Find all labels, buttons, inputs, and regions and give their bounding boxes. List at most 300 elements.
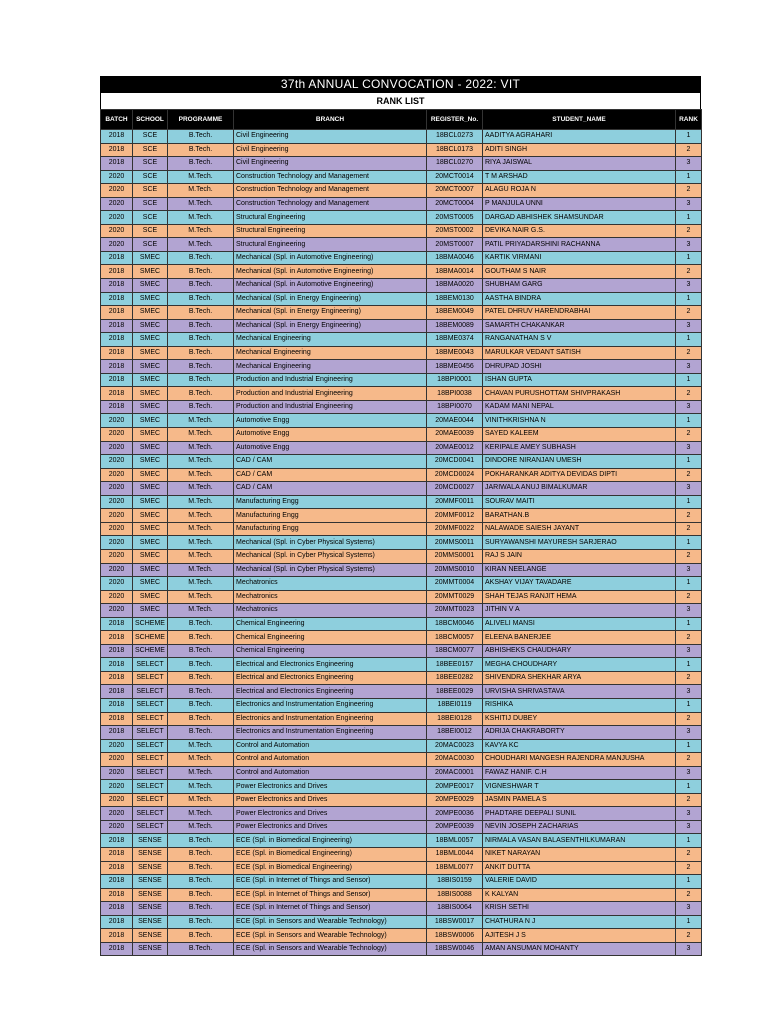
cell-programme: M.Tech. [168,820,234,834]
table-row [101,455,702,469]
cell-batch: 2018 [101,319,133,333]
table-row [101,888,702,902]
cell-branch: Chemical Engineering [234,631,427,645]
cell-student-name: VALERIE DAVID [483,875,676,889]
cell-programme: B.Tech. [168,157,234,171]
cell-register-no: 20MST0002 [427,224,483,238]
cell-rank: 2 [676,143,702,157]
cell-programme: B.Tech. [168,685,234,699]
table-row [101,184,702,198]
cell-programme: B.Tech. [168,712,234,726]
cell-programme: M.Tech. [168,211,234,225]
cell-school: SCE [133,211,168,225]
cell-programme: B.Tech. [168,306,234,320]
cell-rank: 3 [676,766,702,780]
cell-school: SENSE [133,861,168,875]
cell-branch: Structural Engineering [234,238,427,252]
cell-programme: B.Tech. [168,875,234,889]
table-row [101,360,702,374]
cell-rank: 2 [676,387,702,401]
cell-register-no: 18BCM0046 [427,617,483,631]
cell-student-name: JARIWALA ANUJ BIMALKUMAR [483,482,676,496]
cell-programme: B.Tech. [168,888,234,902]
cell-student-name: K KALYAN [483,888,676,902]
cell-branch: Construction Technology and Management [234,197,427,211]
cell-school: SMEC [133,373,168,387]
table-row [101,658,702,672]
cell-branch: ECE (Spl. in Internet of Things and Sensor) [234,875,427,889]
cell-programme: M.Tech. [168,536,234,550]
cell-school: SMEC [133,387,168,401]
cell-rank: 2 [676,861,702,875]
cell-school: SENSE [133,875,168,889]
cell-branch: Mechanical (Spl. in Energy Engineering) [234,292,427,306]
cell-branch: Electrical and Electronics Engineering [234,658,427,672]
cell-programme: M.Tech. [168,766,234,780]
cell-register-no: 18BME0043 [427,346,483,360]
cell-school: SMEC [133,563,168,577]
cell-batch: 2020 [101,482,133,496]
cell-school: SCE [133,157,168,171]
cell-school: SELECT [133,739,168,753]
cell-school: SCHEME [133,631,168,645]
cell-rank: 3 [676,902,702,916]
cell-school: SCE [133,224,168,238]
cell-rank: 1 [676,455,702,469]
cell-batch: 2020 [101,441,133,455]
cell-batch: 2018 [101,400,133,414]
cell-rank: 1 [676,333,702,347]
cell-programme: B.Tech. [168,319,234,333]
cell-rank: 3 [676,319,702,333]
table-row [101,400,702,414]
cell-batch: 2020 [101,428,133,442]
cell-rank: 1 [676,292,702,306]
cell-batch: 2020 [101,563,133,577]
cell-register-no: 20MST0005 [427,211,483,225]
table-row [101,712,702,726]
cell-batch: 2018 [101,251,133,265]
cell-register-no: 18BPI0038 [427,387,483,401]
table-row [101,929,702,943]
table-row [101,251,702,265]
cell-student-name: SURYAWANSHI MAYURESH SARJERAO [483,536,676,550]
sheet-subtitle: RANK LIST [100,93,701,109]
cell-register-no: 18BME0374 [427,333,483,347]
table-row [101,549,702,563]
cell-school: SCE [133,170,168,184]
cell-student-name: DARGAD ABHISHEK SHAMSUNDAR [483,211,676,225]
cell-branch: Mechanical (Spl. in Cyber Physical Systems) [234,563,427,577]
cell-register-no: 18BEE0282 [427,671,483,685]
cell-student-name: AMAN ANSUMAN MOHANTY [483,942,676,956]
table-row [101,157,702,171]
cell-register-no: 20MPE0029 [427,793,483,807]
cell-batch: 2018 [101,726,133,740]
cell-register-no: 18BEI0119 [427,698,483,712]
cell-register-no: 18BEI0012 [427,726,483,740]
cell-rank: 2 [676,712,702,726]
cell-register-no: 20MAC0023 [427,739,483,753]
cell-programme: B.Tech. [168,400,234,414]
cell-branch: Construction Technology and Management [234,184,427,198]
table-row [101,766,702,780]
table-row [101,211,702,225]
cell-rank: 1 [676,251,702,265]
cell-school: SCE [133,197,168,211]
cell-programme: M.Tech. [168,495,234,509]
cell-school: SELECT [133,793,168,807]
cell-student-name: NALAWADE SAIESH JAYANT [483,522,676,536]
table-header-row [101,110,702,130]
cell-branch: Mechatronics [234,577,427,591]
cell-register-no: 20MCT0007 [427,184,483,198]
cell-student-name: CHAVAN PURUSHOTTAM SHIVPRAKASH [483,387,676,401]
table-row [101,238,702,252]
cell-programme: M.Tech. [168,753,234,767]
table-row [101,522,702,536]
table-row [101,197,702,211]
cell-school: SMEC [133,292,168,306]
cell-branch: Mechanical Engineering [234,346,427,360]
cell-branch: Chemical Engineering [234,617,427,631]
cell-register-no: 20MAC0001 [427,766,483,780]
cell-rank: 3 [676,441,702,455]
cell-school: SMEC [133,279,168,293]
cell-school: SENSE [133,929,168,943]
cell-batch: 2018 [101,279,133,293]
rank-table [100,109,702,956]
cell-school: SCE [133,143,168,157]
cell-register-no: 20MMT0029 [427,590,483,604]
cell-batch: 2020 [101,522,133,536]
cell-rank: 3 [676,360,702,374]
table-row [101,468,702,482]
cell-programme: B.Tech. [168,143,234,157]
table-row [101,726,702,740]
cell-rank: 2 [676,184,702,198]
cell-rank: 1 [676,211,702,225]
table-row [101,685,702,699]
cell-school: SELECT [133,780,168,794]
cell-rank: 1 [676,875,702,889]
cell-programme: B.Tech. [168,251,234,265]
cell-student-name: KIRAN NEELANGE [483,563,676,577]
cell-student-name: SAMARTH CHAKANKAR [483,319,676,333]
cell-register-no: 18BSW0006 [427,929,483,943]
cell-branch: Production and Industrial Engineering [234,400,427,414]
cell-programme: B.Tech. [168,902,234,916]
cell-student-name: T M ARSHAD [483,170,676,184]
table-row [101,793,702,807]
cell-programme: B.Tech. [168,333,234,347]
cell-programme: B.Tech. [168,658,234,672]
cell-school: SELECT [133,685,168,699]
cell-branch: ECE (Spl. in Biomedical Engineering) [234,847,427,861]
cell-rank: 3 [676,197,702,211]
cell-branch: ECE (Spl. in Internet of Things and Sensor) [234,888,427,902]
cell-school: SELECT [133,766,168,780]
cell-school: SMEC [133,346,168,360]
cell-rank: 2 [676,468,702,482]
table-body [101,130,702,956]
cell-branch: Power Electronics and Drives [234,820,427,834]
cell-batch: 2018 [101,712,133,726]
cell-rank: 3 [676,400,702,414]
table-row [101,130,702,144]
cell-branch: ECE (Spl. in Sensors and Wearable Technology) [234,942,427,956]
table-row [101,333,702,347]
cell-register-no: 18BML0044 [427,847,483,861]
cell-batch: 2018 [101,143,133,157]
cell-student-name: SHAH TEJAS RANJIT HEMA [483,590,676,604]
cell-register-no: 18BMA0046 [427,251,483,265]
cell-batch: 2018 [101,644,133,658]
cell-rank: 1 [676,495,702,509]
cell-batch: 2020 [101,184,133,198]
cell-batch: 2018 [101,929,133,943]
cell-batch: 2020 [101,739,133,753]
cell-rank: 1 [676,130,702,144]
cell-register-no: 20MMF0022 [427,522,483,536]
column-header-programme: PROGRAMME [168,110,234,130]
cell-batch: 2020 [101,577,133,591]
cell-programme: M.Tech. [168,807,234,821]
cell-batch: 2020 [101,495,133,509]
cell-student-name: POKHARANKAR ADITYA DEVIDAS DIPTI [483,468,676,482]
cell-student-name: DINDORE NIRANJAN UMESH [483,455,676,469]
cell-register-no: 18BMA0020 [427,279,483,293]
cell-school: SMEC [133,509,168,523]
table-row [101,170,702,184]
cell-batch: 2018 [101,861,133,875]
cell-branch: Mechatronics [234,590,427,604]
cell-programme: B.Tech. [168,834,234,848]
cell-rank: 2 [676,522,702,536]
cell-batch: 2020 [101,590,133,604]
cell-branch: Mechanical Engineering [234,360,427,374]
cell-batch: 2018 [101,685,133,699]
cell-student-name: PHADTARE DEEPALI SUNIL [483,807,676,821]
cell-register-no: 18BIS0088 [427,888,483,902]
cell-register-no: 18BCL0273 [427,130,483,144]
cell-programme: B.Tech. [168,915,234,929]
cell-batch: 2020 [101,170,133,184]
sheet-title: 37th ANNUAL CONVOCATION - 2022: VIT [100,76,701,93]
cell-rank: 3 [676,942,702,956]
cell-register-no: 20MMT0023 [427,604,483,618]
cell-rank: 1 [676,577,702,591]
cell-batch: 2020 [101,238,133,252]
cell-rank: 2 [676,753,702,767]
cell-batch: 2018 [101,265,133,279]
table-row [101,915,702,929]
cell-batch: 2020 [101,780,133,794]
cell-school: SENSE [133,942,168,956]
cell-batch: 2020 [101,224,133,238]
cell-student-name: ALAGU ROJA N [483,184,676,198]
cell-rank: 3 [676,685,702,699]
cell-school: SMEC [133,428,168,442]
cell-rank: 1 [676,739,702,753]
cell-school: SENSE [133,915,168,929]
cell-rank: 3 [676,604,702,618]
cell-register-no: 18BME0456 [427,360,483,374]
cell-branch: Power Electronics and Drives [234,780,427,794]
cell-rank: 3 [676,644,702,658]
cell-programme: M.Tech. [168,739,234,753]
cell-student-name: CHATHURA N J [483,915,676,929]
cell-branch: Electronics and Instrumentation Engineering [234,698,427,712]
cell-branch: Power Electronics and Drives [234,793,427,807]
table-row [101,847,702,861]
cell-programme: M.Tech. [168,522,234,536]
cell-school: SMEC [133,414,168,428]
table-row [101,482,702,496]
cell-rank: 1 [676,170,702,184]
cell-student-name: KAVYA KC [483,739,676,753]
column-header-register-no: REGISTER_No. [427,110,483,130]
table-row [101,279,702,293]
cell-rank: 1 [676,698,702,712]
cell-register-no: 20MMF0011 [427,495,483,509]
cell-student-name: CHOUDHARI MANGESH RAJENDRA MANJUSHA [483,753,676,767]
cell-programme: M.Tech. [168,549,234,563]
cell-rank: 2 [676,306,702,320]
table-row [101,753,702,767]
cell-school: SMEC [133,590,168,604]
cell-batch: 2018 [101,157,133,171]
table-row [101,875,702,889]
cell-batch: 2020 [101,414,133,428]
cell-student-name: VINITHKRISHNA N [483,414,676,428]
table-row [101,739,702,753]
cell-branch: Production and Industrial Engineering [234,373,427,387]
cell-programme: B.Tech. [168,373,234,387]
cell-school: SELECT [133,658,168,672]
cell-programme: B.Tech. [168,726,234,740]
cell-register-no: 18BEE0157 [427,658,483,672]
cell-programme: M.Tech. [168,184,234,198]
cell-batch: 2020 [101,455,133,469]
cell-register-no: 20MPE0036 [427,807,483,821]
cell-batch: 2018 [101,346,133,360]
cell-programme: B.Tech. [168,847,234,861]
cell-branch: Mechatronics [234,604,427,618]
cell-register-no: 20MMF0012 [427,509,483,523]
cell-register-no: 18BEM0049 [427,306,483,320]
column-header-rank: RANK [676,110,702,130]
cell-rank: 2 [676,509,702,523]
cell-rank: 2 [676,265,702,279]
cell-branch: Mechanical (Spl. in Cyber Physical Systems) [234,536,427,550]
cell-rank: 3 [676,279,702,293]
cell-branch: Electrical and Electronics Engineering [234,671,427,685]
cell-batch: 2018 [101,617,133,631]
cell-register-no: 20MMS0010 [427,563,483,577]
cell-student-name: NIRMALA VASAN BALASENTHILKUMARAN [483,834,676,848]
cell-student-name: AKSHAY VIJAY TAVADARE [483,577,676,591]
cell-batch: 2020 [101,766,133,780]
cell-register-no: 18BSW0046 [427,942,483,956]
cell-student-name: MARULKAR VEDANT SATISH [483,346,676,360]
cell-programme: B.Tech. [168,346,234,360]
cell-student-name: KARTIK VIRMANI [483,251,676,265]
cell-register-no: 20MPE0039 [427,820,483,834]
column-header-batch: BATCH [101,110,133,130]
cell-batch: 2018 [101,333,133,347]
cell-student-name: ISHAN GUPTA [483,373,676,387]
cell-student-name: AADITYA AGRAHARI [483,130,676,144]
cell-programme: B.Tech. [168,929,234,943]
cell-register-no: 18BCM0057 [427,631,483,645]
cell-rank: 2 [676,929,702,943]
cell-branch: Automotive Engg [234,414,427,428]
cell-rank: 1 [676,915,702,929]
table-row [101,807,702,821]
cell-student-name: AJITESH J S [483,929,676,943]
cell-student-name: PATIL PRIYADARSHINI RACHANNA [483,238,676,252]
cell-programme: B.Tech. [168,671,234,685]
cell-programme: B.Tech. [168,644,234,658]
cell-batch: 2018 [101,942,133,956]
cell-school: SMEC [133,604,168,618]
table-row [101,631,702,645]
cell-register-no: 20MAE0044 [427,414,483,428]
cell-school: SMEC [133,265,168,279]
table-row [101,780,702,794]
cell-rank: 2 [676,793,702,807]
cell-rank: 1 [676,414,702,428]
cell-school: SMEC [133,549,168,563]
cell-programme: M.Tech. [168,509,234,523]
cell-programme: M.Tech. [168,197,234,211]
cell-rank: 2 [676,549,702,563]
cell-branch: Construction Technology and Management [234,170,427,184]
cell-programme: B.Tech. [168,861,234,875]
table-row [101,942,702,956]
cell-register-no: 18BCM0077 [427,644,483,658]
cell-programme: B.Tech. [168,360,234,374]
cell-rank: 1 [676,780,702,794]
cell-batch: 2018 [101,373,133,387]
cell-register-no: 20MCD0024 [427,468,483,482]
cell-rank: 2 [676,346,702,360]
cell-register-no: 18BCL0173 [427,143,483,157]
cell-student-name: SHIVENDRA SHEKHAR ARYA [483,671,676,685]
cell-branch: Civil Engineering [234,157,427,171]
cell-branch: Structural Engineering [234,211,427,225]
cell-rank: 2 [676,888,702,902]
cell-school: SENSE [133,847,168,861]
cell-rank: 2 [676,428,702,442]
table-row [101,306,702,320]
cell-branch: Mechanical (Spl. in Energy Engineering) [234,306,427,320]
cell-school: SELECT [133,698,168,712]
cell-register-no: 18BIS0064 [427,902,483,916]
cell-student-name: ALIVELI MANSI [483,617,676,631]
cell-register-no: 20MCD0041 [427,455,483,469]
cell-school: SCE [133,238,168,252]
cell-school: SMEC [133,400,168,414]
cell-register-no: 20MMS0011 [427,536,483,550]
cell-batch: 2020 [101,468,133,482]
cell-branch: ECE (Spl. in Sensors and Wearable Technology) [234,915,427,929]
cell-batch: 2020 [101,509,133,523]
cell-branch: Production and Industrial Engineering [234,387,427,401]
cell-branch: Structural Engineering [234,224,427,238]
cell-batch: 2018 [101,671,133,685]
